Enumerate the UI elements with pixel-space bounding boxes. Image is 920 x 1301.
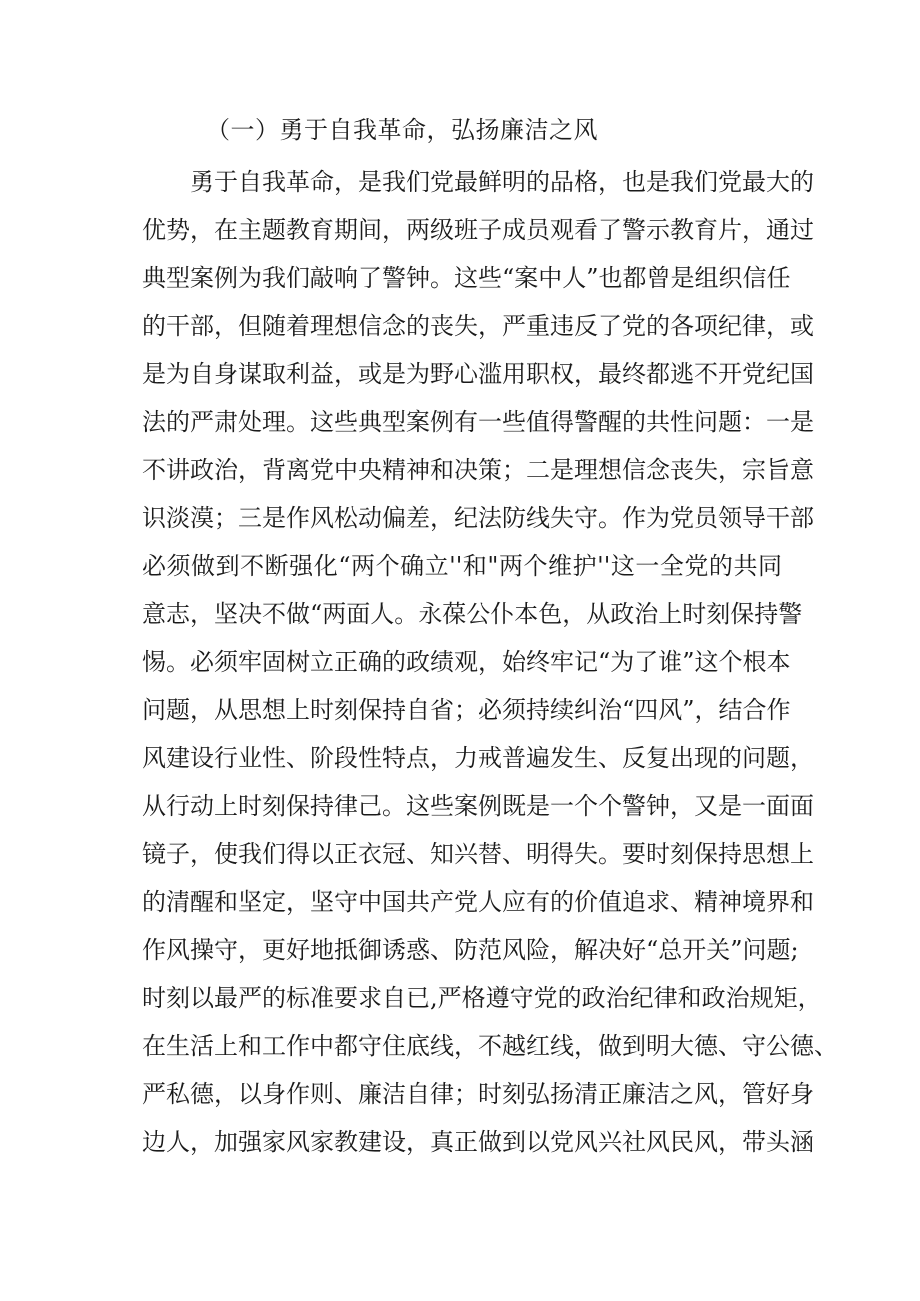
paragraph-line: 惕。必须牢固树立正确的政绩观，始终牢记“为了谁”这个根本 xyxy=(142,648,791,676)
section-heading: （一）勇于自我革命，弘扬廉洁之风 xyxy=(206,116,598,144)
paragraph-line: 典型案例为我们敲响了警钟。这些“案中人”也都曾是组织信任 xyxy=(142,264,791,292)
paragraph-line: 时刻以最严的标准要求自已,严格遵守党的政治纪律和政治规矩， xyxy=(142,984,822,1012)
paragraph-line: 作风操守，更好地抵御诱惑、防范风险，解决好“总开关”问题; xyxy=(142,936,799,964)
paragraph-line: 风建设行业性、阶段性特点，力戒普遍发生、反复出现的问题， xyxy=(142,744,814,772)
paragraph-line: 勇于自我革命，是我们党最鲜明的品格，也是我们党最大的 xyxy=(190,168,814,196)
paragraph-line: 必须做到不断强化“两个确立''和"两个维护''这一全党的共同 xyxy=(142,552,782,580)
paragraph-line: 优势，在主题教育期间，两级班子成员观看了警示教育片，通过 xyxy=(142,216,814,244)
paragraph-line: 是为自身谋取利益，或是为野心滥用职权，最终都逃不开党纪国 xyxy=(142,360,814,388)
paragraph-line: 不讲政治，背离党中央精神和决策；二是理想信念丧失，宗旨意 xyxy=(142,456,814,484)
paragraph-line: 边人，加强家风家教建设，真正做到以党风兴社风民风，带头涵 xyxy=(142,1128,814,1156)
paragraph-line: 意志，坚决不做“两面人。永葆公仆本色，从政治上时刻保持警 xyxy=(142,600,803,628)
paragraph-line: 在生活上和工作中都守住底线，不越红线，做到明大德、守公德、 xyxy=(142,1032,838,1060)
paragraph-line: 问题，从思想上时刻保持自省；必须持续纠治“四风”，结合作 xyxy=(142,696,791,724)
paragraph-line: 从行动上时刻保持律己。这些案例既是一个个警钟，又是一面面 xyxy=(142,792,814,820)
paragraph-line: 法的严肃处理。这些典型案例有一些值得警醒的共性问题：一是 xyxy=(142,408,814,436)
paragraph-line: 识淡漠；三是作风松动偏差，纪法防线失守。作为党员领导干部 xyxy=(142,504,814,532)
paragraph-line: 镜子，使我们得以正衣冠、知兴替、明得失。要时刻保持思想上 xyxy=(142,840,814,868)
paragraph-line: 的清醒和坚定，坚守中国共产党人应有的价值追求、精神境界和 xyxy=(142,888,814,916)
paragraph-line: 的干部，但随着理想信念的丧失，严重违反了党的各项纪律，或 xyxy=(142,312,814,340)
paragraph-line: 严私德，以身作则、廉洁自律；时刻弘扬清正廉洁之风，管好身 xyxy=(142,1080,814,1108)
